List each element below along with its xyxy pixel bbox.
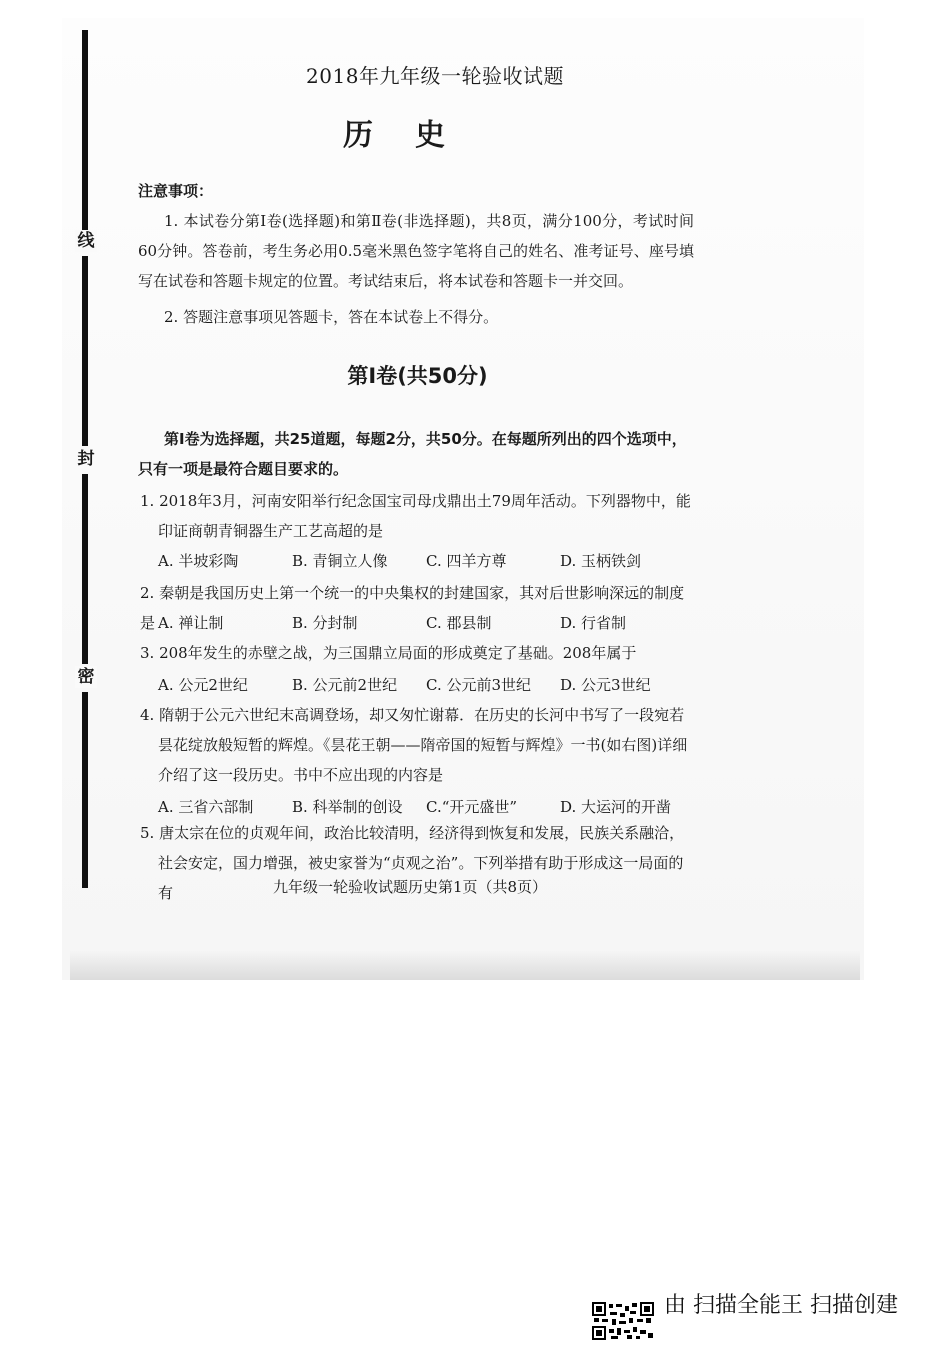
option-c: C. 公元前3世纪	[426, 676, 532, 694]
question-1-options	[158, 550, 698, 574]
binding-line-bottom	[82, 692, 88, 888]
question-5-text: 5. 唐太宗在位的贞观年间，政治比较清明，经济得到恢复和发展，民族关系融洽，社会安定，国力增强，被史家誉为“贞观之治”。下列举措有助于形成这一局面的有	[140, 824, 685, 902]
option-c: C. 郡县制	[426, 614, 492, 632]
option-b: B. 青铜立人像	[292, 552, 388, 570]
question-1-text: 1. 2018年3月，河南安阳举行纪念国宝司母戊鼎出土79周年活动。下列器物中，能印证商朝青铜器生产工艺高超的是	[140, 492, 691, 540]
question-3-options	[158, 674, 698, 698]
option-a: A. 禅让制	[158, 614, 224, 632]
binding-line-lower	[82, 474, 88, 664]
option-a: A. 三省六部制	[158, 798, 254, 816]
question-3-stem	[140, 638, 692, 668]
binding-line-top	[82, 30, 88, 230]
option-c: C.“开元盛世”	[426, 798, 518, 816]
binding-line-middle	[82, 256, 88, 446]
section-instructions: 第Ⅰ卷为选择题，共25道题，每题2分，共50分。在每题所列出的四个选项中，只有一项是最符合题目要求的。	[138, 430, 687, 478]
binding-mark-secret: 密	[75, 666, 97, 688]
page-footer: 九年级一轮验收试题历史第1页（共8页）	[272, 878, 548, 896]
option-b: B. 科举制的创设	[292, 798, 403, 816]
notice-item-2: 2. 答题注意事项见答题卡，答在本试卷上不得分。	[164, 308, 499, 326]
subject-title: 历史	[343, 118, 487, 153]
option-b: B. 分封制	[292, 614, 358, 632]
option-d: D. 玉柄铁剑	[560, 552, 642, 570]
question-3-text: 3. 208年发生的赤壁之战，为三国鼎立局面的形成奠定了基础。208年属于	[140, 644, 637, 662]
scanner-watermark: 由 扫描全能王 扫描创建	[664, 1293, 898, 1318]
binding-mark-seal: 封	[75, 448, 97, 470]
question-4-options	[158, 796, 698, 820]
section-title: 第Ⅰ卷(共50分)	[347, 364, 488, 388]
qr-code-icon	[592, 1302, 654, 1340]
question-1-stem	[140, 486, 692, 546]
binding-mark-line: 线	[75, 230, 97, 252]
question-2-text: 2. 秦朝是我国历史上第一个统一的中央集权的封建国家，其对后世影响深远的制度是	[140, 584, 685, 632]
option-d: D. 大运河的开凿	[560, 798, 672, 816]
scan-shadow	[70, 950, 860, 980]
option-b: B. 公元前2世纪	[292, 676, 398, 694]
question-4-stem	[140, 700, 692, 790]
option-c: C. 四羊方尊	[426, 552, 507, 570]
notice-item-1: 1. 本试卷分第Ⅰ卷(选择题)和第Ⅱ卷(非选择题)，共8页，满分100分，考试时间60分钟。答卷前，考生务必用0.5毫米黑色签字笔将自己的姓名、准考证号、座号填写在试卷和答题卡规定的位置。考试结束后，将本试卷和答题卡一并交回。	[138, 212, 694, 290]
option-d: D. 行省制	[560, 614, 627, 632]
notice-heading: 注意事项：	[138, 182, 214, 200]
question-4-text: 4. 隋朝于公元六世纪末高调登场，却又匆忙谢幕．在历史的长河中书写了一段宛若昙花绽放般短暂的辉煌。《昙花王朝——隋帝国的短暂与辉煌》一书(如右图)详细介绍了这一段历史。书中不应出现的内容是	[140, 706, 688, 784]
question-2-options	[158, 612, 698, 636]
option-a: A. 半坡彩陶	[158, 552, 239, 570]
exam-title: 2018年九年级一轮验收试题	[306, 64, 564, 88]
option-a: A. 公元2世纪	[158, 676, 248, 694]
option-d: D. 公元3世纪	[560, 676, 651, 694]
